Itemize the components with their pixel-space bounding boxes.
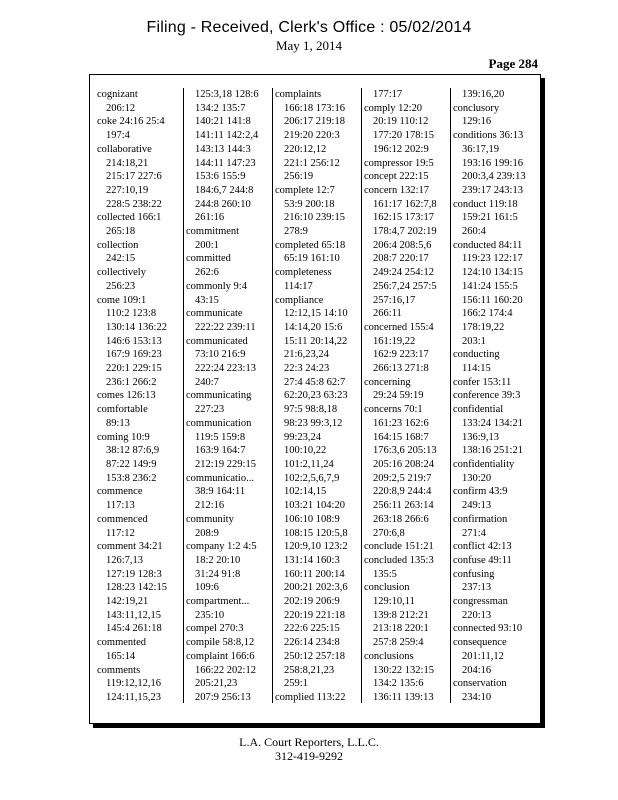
index-page-refs: 201:11,12 bbox=[462, 650, 504, 662]
index-term: congressman bbox=[453, 596, 508, 608]
index-page-refs: 242:15 bbox=[106, 253, 136, 265]
index-page-refs: 87:22 149:9 bbox=[106, 458, 157, 470]
index-term: concluded 135:3 bbox=[364, 554, 434, 566]
index-term: confirm 43:9 bbox=[453, 486, 508, 498]
index-page-refs: 220:13 bbox=[462, 609, 492, 621]
index-page-refs: 262:6 bbox=[195, 267, 219, 279]
index-page-refs: 266:11 bbox=[373, 308, 402, 320]
index-term: concern 132:17 bbox=[364, 184, 430, 196]
index-page-refs: 270:6,8 bbox=[373, 527, 405, 539]
index-column-3 bbox=[273, 88, 362, 703]
index-page-refs: 250:12 257:18 bbox=[284, 650, 345, 662]
index-page-refs: 205:21,23 bbox=[195, 678, 238, 690]
index-page-refs: 134:2 135:6 bbox=[373, 678, 424, 690]
index-page-refs: 102:14,15 bbox=[284, 486, 327, 498]
transcript-date: May 1, 2014 bbox=[275, 38, 343, 53]
index-term: commence bbox=[97, 486, 143, 498]
index-term: collaborative bbox=[97, 143, 152, 155]
index-page-refs: 29:24 59:19 bbox=[373, 390, 424, 402]
index-page-refs: 162:9 223:17 bbox=[373, 349, 429, 361]
index-page-refs: 214:18,21 bbox=[106, 157, 149, 169]
index-page-refs: 141:11 142:2,4 bbox=[195, 130, 259, 142]
index-page-refs: 135:5 bbox=[373, 568, 397, 580]
index-page-refs: 249:24 254:12 bbox=[373, 267, 434, 279]
index-page-refs: 209:2,5 219:7 bbox=[373, 472, 432, 484]
index-term: conclude 151:21 bbox=[364, 541, 434, 553]
index-page-refs: 205:16 208:24 bbox=[373, 458, 434, 470]
index-page-refs: 213:18 220:1 bbox=[373, 623, 429, 635]
index-page-refs: 38:9 164:11 bbox=[195, 486, 246, 498]
index-page-refs: 219:20 220:3 bbox=[284, 130, 340, 142]
index-page-refs: 261:16 bbox=[195, 212, 225, 224]
index-term: communicatio... bbox=[186, 472, 254, 484]
index-page-refs: 143:13 144:3 bbox=[195, 143, 251, 155]
index-page-refs: 145:4 261:18 bbox=[106, 623, 162, 635]
index-term: comply 12:20 bbox=[364, 102, 423, 114]
index-page-refs: 140:21 141:8 bbox=[195, 116, 251, 128]
index-term: complaints bbox=[275, 89, 322, 100]
index-page-refs: 165:14 bbox=[106, 650, 136, 662]
index-term: confirmation bbox=[453, 513, 508, 525]
index-page-refs: 240:7 bbox=[195, 376, 219, 388]
index-term: conference 39:3 bbox=[453, 390, 521, 402]
index-page-refs: 203:1 bbox=[462, 335, 486, 347]
index-page-refs: 125:3,18 128:6 bbox=[195, 89, 259, 100]
index-page-refs: 14:14,20 15:6 bbox=[284, 321, 343, 333]
index-term: conclusions bbox=[364, 650, 414, 662]
reporter-phone: 312-419-9292 bbox=[275, 749, 343, 763]
index-page-refs: 161:17 162:7,8 bbox=[373, 198, 437, 210]
index-page-refs: 110:2 123:8 bbox=[106, 308, 157, 320]
index-page-refs: 124:11,15,23 bbox=[106, 691, 162, 703]
index-page-refs: 227:23 bbox=[195, 404, 225, 416]
index-page-refs: 244:8 260:10 bbox=[195, 198, 251, 210]
index-page-refs: 235:10 bbox=[195, 609, 225, 621]
index-page-refs: 159:21 161:5 bbox=[462, 212, 518, 224]
index-page-refs: 257:8 259:4 bbox=[373, 637, 424, 649]
index-page-refs: 221:1 256:12 bbox=[284, 157, 340, 169]
index-page-refs: 271:4 bbox=[462, 527, 486, 539]
index-page-refs: 138:16 251:21 bbox=[462, 445, 523, 457]
index-term: collection bbox=[97, 239, 139, 251]
index-term: come 109:1 bbox=[97, 294, 147, 306]
index-page-refs: 227:10,19 bbox=[106, 184, 149, 196]
index-term: complied 113:22 bbox=[275, 691, 346, 703]
index-term: connected 93:10 bbox=[453, 623, 523, 635]
index-page-refs: 36:17,19 bbox=[462, 143, 500, 155]
index-term: concerned 155:4 bbox=[364, 321, 434, 333]
index-term: cognizant bbox=[97, 89, 138, 100]
index-term: collected 166:1 bbox=[97, 212, 162, 224]
index-term: confidentiality bbox=[453, 458, 515, 470]
index-term: comes 126:13 bbox=[97, 390, 156, 402]
index-page-refs: 127:19 128:3 bbox=[106, 568, 162, 580]
index-page-refs: 146:6 153:13 bbox=[106, 335, 162, 347]
index-page-refs: 129:16 bbox=[462, 116, 492, 128]
index-page-refs: 256:7,24 257:5 bbox=[373, 280, 437, 292]
index-term: complete 12:7 bbox=[275, 184, 335, 196]
index-page-refs: 197:4 bbox=[106, 130, 130, 142]
index-page-refs: 108:15 120:5,8 bbox=[284, 527, 348, 539]
index-page-refs: 164:15 168:7 bbox=[373, 431, 429, 443]
index-term: communicate bbox=[186, 308, 243, 320]
index-page-refs: 208:7 220:17 bbox=[373, 253, 429, 265]
index-page-refs: 200:3,4 239:13 bbox=[462, 171, 526, 183]
index-page-refs: 220:12,12 bbox=[284, 143, 327, 155]
index-page-refs: 258:8,21,23 bbox=[284, 664, 335, 676]
index-page-refs: 117:12 bbox=[106, 527, 135, 539]
index-page-refs: 256:23 bbox=[106, 280, 136, 292]
index-page-refs: 101:2,11,24 bbox=[284, 458, 334, 470]
index-page-refs: 141:24 155:5 bbox=[462, 280, 518, 292]
index-page-refs: 12:12,15 14:10 bbox=[284, 308, 348, 320]
index-term: comments bbox=[97, 664, 141, 676]
index-page-refs: 256:11 263:14 bbox=[373, 500, 434, 512]
index-term: consequence bbox=[453, 637, 507, 649]
index-page-refs: 100:10,22 bbox=[284, 445, 327, 457]
index-page-refs: 142:19,21 bbox=[106, 596, 149, 608]
page-number: Page 284 bbox=[488, 56, 538, 71]
index-page-refs: 119:5 159:8 bbox=[195, 431, 246, 443]
index-page-refs: 106:10 108:9 bbox=[284, 513, 340, 525]
index-page-refs: 109:6 bbox=[195, 582, 219, 594]
index-page-refs: 15:11 20:14,22 bbox=[284, 335, 348, 347]
index-page-refs: 99:23,24 bbox=[284, 431, 322, 443]
index-term: confer 153:11 bbox=[453, 376, 512, 388]
index-page-refs: 136:9,13 bbox=[462, 431, 500, 443]
index-page-refs: 260:4 bbox=[462, 226, 486, 238]
index-page-refs: 126:7,13 bbox=[106, 554, 144, 566]
index-page-refs: 134:2 135:7 bbox=[195, 102, 246, 114]
index-page-refs: 129:10,11 bbox=[373, 596, 415, 608]
index-page-refs: 62:20,23 63:23 bbox=[284, 390, 348, 402]
index-page-refs: 178:4,7 202:19 bbox=[373, 226, 437, 238]
index-page-refs: 228:5 238:22 bbox=[106, 198, 162, 210]
index-term: conditions 36:13 bbox=[453, 130, 524, 142]
index-page-refs: 176:3,6 205:13 bbox=[373, 445, 437, 457]
index-page-refs: 184:6,7 244:8 bbox=[195, 184, 254, 196]
index-box bbox=[89, 74, 541, 724]
index-term: completeness bbox=[275, 267, 332, 279]
index-page-refs: 153:6 155:9 bbox=[195, 171, 246, 183]
index-column-2 bbox=[184, 88, 273, 703]
index-term: conservation bbox=[453, 678, 507, 690]
index-page-refs: 220:8,9 244:4 bbox=[373, 486, 432, 498]
index-term: concept 222:15 bbox=[364, 171, 429, 183]
index-page-refs: 20:19 110:12 bbox=[373, 116, 429, 128]
index-term: collectively bbox=[97, 267, 146, 279]
index-term: compliance bbox=[275, 294, 324, 306]
index-page-refs: 166:22 202:12 bbox=[195, 664, 256, 676]
index-term: community bbox=[186, 513, 234, 525]
index-page-refs: 207:9 256:13 bbox=[195, 691, 251, 703]
index-page-refs: 236:1 266:2 bbox=[106, 376, 157, 388]
index-column-5 bbox=[451, 88, 540, 703]
index-page-refs: 89:13 bbox=[106, 417, 130, 429]
index-page-refs: 206:12 bbox=[106, 102, 136, 114]
index-page-refs: 163:9 164:7 bbox=[195, 445, 246, 457]
index-page-refs: 265:18 bbox=[106, 226, 136, 238]
index-column-1 bbox=[95, 88, 184, 703]
index-term: communication bbox=[186, 417, 252, 429]
index-page-refs: 263:18 266:6 bbox=[373, 513, 429, 525]
index-page-refs: 143:11,12,15 bbox=[106, 609, 162, 621]
index-page-refs: 124:10 134:15 bbox=[462, 267, 523, 279]
index-page-refs: 216:10 239:15 bbox=[284, 212, 345, 224]
index-term: commitment bbox=[186, 226, 240, 238]
index-page-refs: 114:17 bbox=[284, 280, 313, 292]
index-page-refs: 212:16 bbox=[195, 500, 225, 512]
index-term: conclusory bbox=[453, 102, 500, 114]
index-page-refs: 136:11 139:13 bbox=[373, 691, 434, 703]
index-page-refs: 167:9 169:23 bbox=[106, 349, 162, 361]
index-page-refs: 196:12 202:9 bbox=[373, 143, 429, 155]
index-page-refs: 22:3 24:23 bbox=[284, 363, 330, 375]
index-page-refs: 97:5 98:8,18 bbox=[284, 404, 338, 416]
index-column-4 bbox=[362, 88, 451, 703]
index-page-refs: 256:19 bbox=[284, 171, 314, 183]
index-term: commenced bbox=[97, 513, 148, 525]
index-page-refs: 98:23 99:3,12 bbox=[284, 417, 343, 429]
index-term: completed 65:18 bbox=[275, 239, 346, 251]
index-page-refs: 234:10 bbox=[462, 691, 492, 703]
index-page-refs: 161:19,22 bbox=[373, 335, 416, 347]
reporter-name: L.A. Court Reporters, L.L.C. bbox=[239, 735, 379, 749]
index-term: concerns 70:1 bbox=[364, 404, 423, 416]
index-page-refs: 139:16,20 bbox=[462, 89, 505, 100]
index-page-refs: 162:15 173:17 bbox=[373, 212, 434, 224]
index-page-refs: 200:21 202:3,6 bbox=[284, 582, 348, 594]
index-page-refs: 226:14 234:8 bbox=[284, 637, 340, 649]
index-term: compressor 19:5 bbox=[364, 157, 434, 169]
index-page-refs: 114:15 bbox=[462, 363, 491, 375]
index-term: conduct 119:18 bbox=[453, 198, 518, 210]
index-page-refs: 166:2 174:4 bbox=[462, 308, 513, 320]
index-page-refs: 139:8 212:21 bbox=[373, 609, 429, 621]
index-page-refs: 249:13 bbox=[462, 500, 492, 512]
index-page-refs: 156:11 160:20 bbox=[462, 294, 523, 306]
index-term: compel 270:3 bbox=[186, 623, 244, 635]
index-page-refs: 133:24 134:21 bbox=[462, 417, 523, 429]
index-page-refs: 128:23 142:15 bbox=[106, 582, 167, 594]
index-term: conducted 84:11 bbox=[453, 239, 523, 251]
index-page-refs: 220:19 221:18 bbox=[284, 609, 345, 621]
index-page-refs: 239:17 243:13 bbox=[462, 184, 523, 196]
index-term: conducting bbox=[453, 349, 500, 361]
index-term: commonly 9:4 bbox=[186, 280, 247, 292]
index-term: communicated bbox=[186, 335, 248, 347]
index-page-refs: 130:20 bbox=[462, 472, 492, 484]
index-page-refs: 102:2,5,6,7,9 bbox=[284, 472, 340, 484]
index-term: commented bbox=[97, 637, 146, 649]
index-page-refs: 177:20 178:15 bbox=[373, 130, 434, 142]
index-term: communicating bbox=[186, 390, 252, 402]
index-page-refs: 259:1 bbox=[284, 678, 308, 690]
index-page-refs: 212:19 229:15 bbox=[195, 458, 256, 470]
index-page-refs: 65:19 161:10 bbox=[284, 253, 340, 265]
index-page-refs: 161:23 162:6 bbox=[373, 417, 429, 429]
index-page-refs: 204:16 bbox=[462, 664, 492, 676]
index-term: confuse 49:11 bbox=[453, 554, 512, 566]
index-page-refs: 18:2 20:10 bbox=[195, 554, 241, 566]
index-page-refs: 31:24 91:8 bbox=[195, 568, 241, 580]
index-term: compile 58:8,12 bbox=[186, 637, 255, 649]
index-page-refs: 53:9 200:18 bbox=[284, 198, 335, 210]
index-page-refs: 73:10 216:9 bbox=[195, 349, 246, 361]
index-page-refs: 220:1 229:15 bbox=[106, 363, 162, 375]
index-page-refs: 130:22 132:15 bbox=[373, 664, 434, 676]
index-page-refs: 160:11 200:14 bbox=[284, 568, 345, 580]
index-page-refs: 117:13 bbox=[106, 500, 135, 512]
index-page-refs: 166:18 173:16 bbox=[284, 102, 345, 114]
index-page-refs: 131:14 160:3 bbox=[284, 554, 340, 566]
index-term: coming 10:9 bbox=[97, 431, 150, 443]
index-term: conclusion bbox=[364, 582, 410, 594]
index-page-refs: 193:16 199:16 bbox=[462, 157, 523, 169]
index-columns bbox=[95, 88, 540, 703]
filing-stamp: Filing - Received, Clerk's Office : 05/02/2014 bbox=[146, 19, 472, 36]
index-page-refs: 278:9 bbox=[284, 226, 308, 238]
index-page-refs: 130:14 136:22 bbox=[106, 321, 167, 333]
index-page-refs: 222:24 223:13 bbox=[195, 363, 256, 375]
index-page-refs: 21:6,23,24 bbox=[284, 349, 329, 361]
index-page-refs: 119:12,12,16 bbox=[106, 678, 162, 690]
index-page-refs: 237:13 bbox=[462, 582, 492, 594]
index-page-refs: 222:22 239:11 bbox=[195, 321, 256, 333]
index-page-refs: 208:9 bbox=[195, 527, 219, 539]
index-page-refs: 222:6 225:15 bbox=[284, 623, 340, 635]
index-term: confusing bbox=[453, 568, 495, 580]
index-term: complaint 166:6 bbox=[186, 650, 255, 662]
index-page-refs: 202:19 206:9 bbox=[284, 596, 340, 608]
index-term: concerning bbox=[364, 376, 411, 388]
index-page-refs: 43:15 bbox=[195, 294, 219, 306]
index-page-refs: 144:11 147:23 bbox=[195, 157, 256, 169]
index-page-refs: 200:1 bbox=[195, 239, 219, 251]
index-page-refs: 38:12 87:6,9 bbox=[106, 445, 160, 457]
index-page-refs: 103:21 104:20 bbox=[284, 500, 345, 512]
index-term: coke 24:16 25:4 bbox=[97, 116, 165, 128]
index-page-refs: 206:17 219:18 bbox=[284, 116, 345, 128]
index-page-refs: 206:4 208:5,6 bbox=[373, 239, 432, 251]
index-term: company 1:2 4:5 bbox=[186, 541, 257, 553]
index-page-refs: 266:13 271:8 bbox=[373, 363, 429, 375]
index-page-refs: 27:4 45:8 62:7 bbox=[284, 376, 346, 388]
index-page-refs: 177:17 bbox=[373, 89, 403, 100]
index-term: confidential bbox=[453, 404, 504, 416]
index-term: conflict 42:13 bbox=[453, 541, 512, 553]
index-page-refs: 119:23 122:17 bbox=[462, 253, 523, 265]
index-term: comfortable bbox=[97, 404, 148, 416]
index-term: committed bbox=[186, 253, 231, 265]
index-page-refs: 120:9,10 123:2 bbox=[284, 541, 348, 553]
index-term: compartment... bbox=[186, 596, 250, 608]
index-page-refs: 153:8 236:2 bbox=[106, 472, 157, 484]
index-page-refs: 215:17 227:6 bbox=[106, 171, 162, 183]
index-page-refs: 257:16,17 bbox=[373, 294, 416, 306]
index-term: comment 34:21 bbox=[97, 541, 163, 553]
index-page-refs: 178:19,22 bbox=[462, 321, 505, 333]
